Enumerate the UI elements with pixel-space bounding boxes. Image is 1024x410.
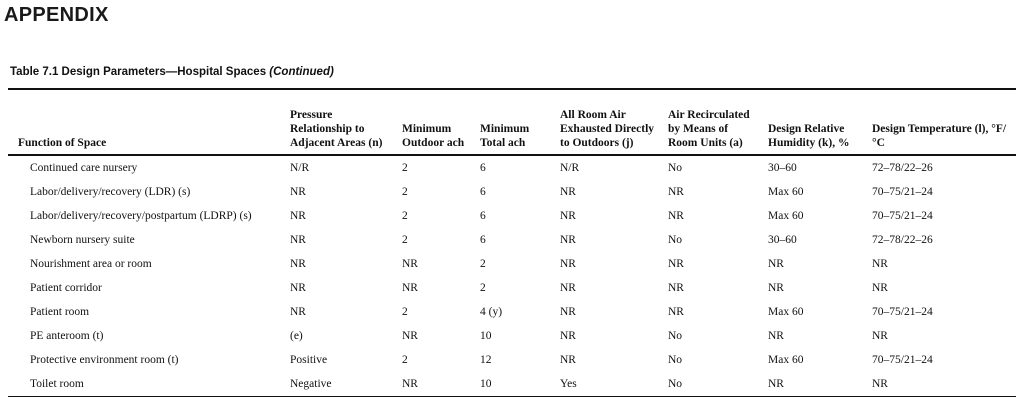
space-function-cell: Continued care nursery — [30, 162, 138, 174]
space-function-cell: Labor/delivery/recovery (LDR) (s) — [30, 186, 191, 198]
table-cell: NR — [560, 234, 576, 246]
table-cell: (e) — [290, 330, 303, 342]
table-cell: No — [668, 162, 683, 174]
table-caption — [10, 66, 334, 78]
space-function-cell: Patient room — [30, 306, 90, 318]
table-row — [8, 155, 1016, 180]
table-cell: 10 — [476, 372, 556, 397]
column-header: Air Recirculated by Means of Room Units (a) — [664, 89, 764, 155]
table-cell: Max 60 — [768, 210, 804, 222]
table-cell: 70–75/21–24 — [872, 186, 933, 198]
table-cell: NR — [290, 234, 306, 246]
table-cell: NR — [560, 306, 576, 318]
table-cell: No — [668, 330, 683, 342]
table-cell: NR — [398, 372, 476, 397]
table-cell: Max 60 — [768, 306, 804, 318]
table-cell: NR — [872, 282, 888, 294]
table-cell: 6 — [480, 210, 486, 222]
table-cell: NR — [290, 282, 306, 294]
table-cell: Positive — [290, 354, 328, 366]
table-cell: 70–75/21–24 — [872, 354, 933, 366]
table-cell: 2 — [480, 258, 486, 270]
table-row — [8, 372, 1016, 397]
table-cell: 2 — [402, 306, 408, 318]
table-caption-main: Table 7.1 Design Parameters—Hospital Spaces — [10, 66, 270, 78]
column-header: Design Temperature (l), °F/°C — [868, 89, 1016, 155]
column-header: Minimum Outdoor ach — [398, 89, 476, 155]
table-cell: NR — [290, 306, 306, 318]
table-row — [8, 204, 1016, 228]
table-cell: 2 — [402, 234, 408, 246]
table-cell: 70–75/21–24 — [872, 306, 933, 318]
table-cell: 6 — [480, 162, 486, 174]
table-cell: 2 — [402, 186, 408, 198]
table-body — [8, 155, 1016, 397]
table-cell: 12 — [480, 354, 492, 366]
column-header: Function of Space — [8, 89, 286, 155]
space-function-cell: PE anteroom (t) — [30, 330, 104, 342]
space-function-cell: Toilet room — [8, 372, 286, 397]
table-header-row — [8, 89, 1016, 155]
table-cell: Negative — [286, 372, 398, 397]
table-cell: N/R — [290, 162, 310, 174]
table-cell: 2 — [402, 162, 408, 174]
table-cell: 4 (y) — [480, 306, 503, 318]
table-cell: NR — [402, 282, 418, 294]
table-row — [8, 348, 1016, 372]
table-row — [8, 300, 1016, 324]
table-cell: NR — [560, 354, 576, 366]
column-header: Pressure Relationship to Adjacent Areas (n) — [286, 89, 398, 155]
table-cell: 72–78/22–26 — [872, 234, 933, 246]
table-cell: No — [668, 234, 683, 246]
table-cell: NR — [668, 210, 684, 222]
table-cell: NR — [768, 330, 784, 342]
table-cell: 2 — [402, 210, 408, 222]
table-cell: NR — [402, 330, 418, 342]
table-cell: 30–60 — [768, 162, 797, 174]
table-row — [8, 252, 1016, 276]
appendix-heading: APPENDIX — [4, 4, 109, 26]
design-parameters-table — [8, 88, 1016, 397]
table-cell: NR — [768, 282, 784, 294]
table-cell: Max 60 — [768, 186, 804, 198]
space-function-cell: Labor/delivery/recovery/postpartum (LDRP) (s) — [30, 210, 252, 222]
table-cell: NR — [668, 306, 684, 318]
table-row — [8, 180, 1016, 204]
table-cell: NR — [290, 186, 306, 198]
table-cell: NR — [290, 258, 306, 270]
table-cell: 2 — [480, 282, 486, 294]
table-cell: 2 — [402, 354, 408, 366]
table-cell: No — [664, 372, 764, 397]
table-cell: NR — [402, 258, 418, 270]
table-cell: NR — [560, 258, 576, 270]
table-cell: NR — [668, 186, 684, 198]
table-cell: NR — [560, 282, 576, 294]
table-row — [8, 228, 1016, 252]
table-caption-continued: (Continued) — [269, 66, 334, 78]
column-header: Design Relative Humidity (k), % — [764, 89, 868, 155]
table-cell: NR — [872, 330, 888, 342]
table-cell: NR — [764, 372, 868, 397]
space-function-cell: Patient corridor — [30, 282, 102, 294]
table-cell: No — [668, 354, 683, 366]
space-function-cell: Newborn nursery suite — [30, 234, 135, 246]
table-cell: 72–78/22–26 — [872, 162, 933, 174]
table-cell: 70–75/21–24 — [872, 210, 933, 222]
column-header: Minimum Total ach — [476, 89, 556, 155]
table-cell: 30–60 — [768, 234, 797, 246]
table-cell: NR — [290, 210, 306, 222]
table-cell: NR — [560, 186, 576, 198]
space-function-cell: Protective environment room (t) — [30, 354, 179, 366]
table-row — [8, 324, 1016, 348]
table-cell: Max 60 — [768, 354, 804, 366]
table-cell: NR — [872, 258, 888, 270]
table-cell: 10 — [480, 330, 492, 342]
table-cell: 6 — [480, 234, 486, 246]
table-cell: NR — [868, 372, 1016, 397]
table-cell: NR — [768, 258, 784, 270]
table-cell: N/R — [560, 162, 580, 174]
table-row — [8, 276, 1016, 300]
table-cell: NR — [668, 282, 684, 294]
table-cell: NR — [560, 330, 576, 342]
table-cell: NR — [560, 210, 576, 222]
column-header: All Room Air Exhausted Directly to Outdoors (j) — [556, 89, 664, 155]
space-function-cell: Nourishment area or room — [30, 258, 152, 270]
table-cell: NR — [668, 258, 684, 270]
table-cell: Yes — [556, 372, 664, 397]
table-cell: 6 — [480, 186, 486, 198]
